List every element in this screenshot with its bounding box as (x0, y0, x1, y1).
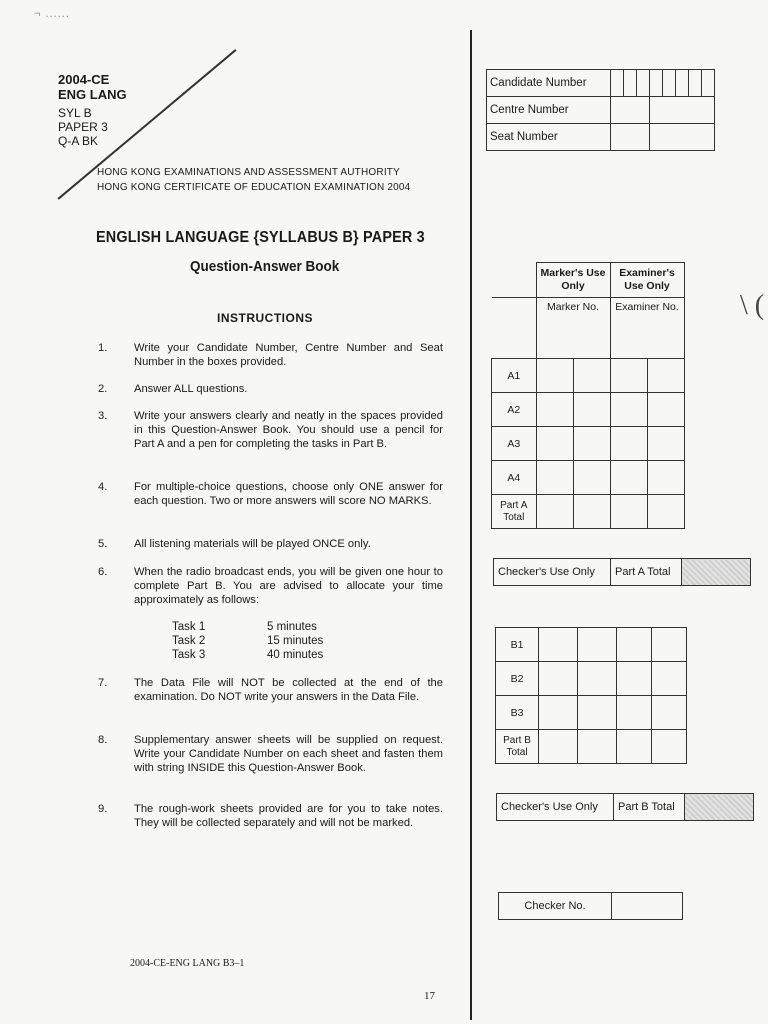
checker-part-a-score-cell[interactable] (682, 559, 751, 586)
seat-number-box[interactable] (650, 124, 715, 151)
instruction-number: 9. (98, 803, 108, 815)
examiner-mark-cell[interactable] (647, 495, 684, 529)
instruction-text: Supplementary answer sheets will be supplied on request. Write your Candidate Number on each sheet and fasten them with string INSIDE this Question-Answer Book. (134, 734, 443, 774)
task-row (172, 620, 317, 634)
marker-mark-cell[interactable] (573, 359, 610, 393)
marker-use-header: Marker's Use Only (536, 263, 610, 298)
instruction-item (98, 537, 443, 551)
task-time: 5 minutes (267, 621, 317, 633)
marker-mark-cell[interactable] (536, 461, 573, 495)
examiner-mark-cell[interactable] (647, 427, 684, 461)
marker-mark-cell[interactable] (539, 730, 578, 764)
row-label-b1: B1 (496, 628, 539, 662)
task-name: Task 3 (172, 649, 206, 661)
instruction-text: Write your Candidate Number, Centre Number and Seat Number in the boxes provided. (134, 342, 443, 368)
instruction-item (98, 382, 443, 396)
task-name: Task 1 (172, 621, 206, 633)
checker-part-b-table (496, 793, 754, 821)
instruction-number: 8. (98, 734, 108, 746)
examiner-mark-cell[interactable] (617, 628, 652, 662)
instruction-text: When the radio broadcast ends, you will be given one hour to complete Part B. You are advised to allocate your time approximately as follows: (134, 566, 443, 606)
seat-number-box[interactable] (611, 124, 650, 151)
marker-mark-cell[interactable] (573, 495, 610, 529)
centre-number-box[interactable] (650, 97, 715, 124)
instruction-text: The Data File will NOT be collected at the end of the examination. Do NOT write your answers in the Data File. (134, 677, 443, 703)
checker-use-label: Checker's Use Only (494, 559, 611, 586)
row-label-part-a-total: Part A Total (492, 495, 537, 529)
checker-part-a-table (493, 558, 751, 586)
candidate-digit-box[interactable] (624, 70, 637, 97)
candidate-number-label: Candidate Number (487, 70, 611, 97)
instruction-text: All listening materials will be played ONCE only. (134, 538, 371, 550)
marker-mark-cell[interactable] (578, 662, 617, 696)
row-label-a1: A1 (492, 359, 537, 393)
instruction-text: Answer ALL questions. (134, 383, 248, 395)
examiner-mark-cell[interactable] (652, 696, 687, 730)
task-time: 15 minutes (267, 635, 324, 647)
paper-code-line: 2004-CE (58, 72, 110, 87)
candidate-info-table (486, 69, 715, 151)
scan-mark: ¬ ...... (34, 8, 70, 20)
examiner-mark-cell[interactable] (610, 427, 647, 461)
marker-mark-cell[interactable] (536, 427, 573, 461)
checker-no-cell[interactable] (612, 893, 683, 920)
column-divider (470, 30, 472, 1020)
examiner-mark-cell[interactable] (652, 730, 687, 764)
row-label-a2: A2 (492, 393, 537, 427)
instruction-number: 4. (98, 481, 108, 493)
instruction-number: 7. (98, 677, 108, 689)
paper-code-block (58, 72, 127, 148)
examiner-no-label: Examiner No. (610, 298, 684, 359)
candidate-digit-box[interactable] (650, 70, 663, 97)
checker-no-label: Checker No. (499, 893, 612, 920)
instruction-item (98, 341, 443, 369)
marker-mark-cell[interactable] (573, 461, 610, 495)
examiner-mark-cell[interactable] (617, 696, 652, 730)
centre-number-box[interactable] (611, 97, 650, 124)
task-name: Task 2 (172, 635, 206, 647)
instruction-number: 5. (98, 538, 108, 550)
candidate-digit-box[interactable] (702, 70, 715, 97)
examiner-mark-cell[interactable] (610, 393, 647, 427)
row-label-b3: B3 (496, 696, 539, 730)
marker-mark-cell[interactable] (539, 628, 578, 662)
marker-mark-cell[interactable] (573, 393, 610, 427)
instruction-text: Write your answers clearly and neatly in the spaces provided in this Question-Answer Book. You should use a pencil for Part A and a pen for completing the tasks in Part B. (134, 410, 443, 450)
instruction-item (98, 565, 443, 607)
marker-mark-cell[interactable] (536, 359, 573, 393)
marker-mark-cell[interactable] (536, 495, 573, 529)
checker-number-table (498, 892, 683, 920)
instruction-number: 6. (98, 566, 108, 578)
paper-code-line: ENG LANG (58, 87, 127, 102)
authority-block (97, 165, 410, 195)
marker-mark-cell[interactable] (539, 696, 578, 730)
marker-mark-cell[interactable] (578, 696, 617, 730)
marker-mark-cell[interactable] (578, 628, 617, 662)
examiner-use-header: Examiner's Use Only (610, 263, 684, 298)
instruction-text: The rough-work sheets provided are for you to take notes. They will be collected separately and will not be marked. (134, 803, 443, 829)
exam-name: HONG KONG CERTIFICATE OF EDUCATION EXAMINATION 2004 (97, 182, 411, 193)
row-label-part-b-total: Part B Total (496, 730, 539, 764)
edge-mark: \ ( (740, 290, 765, 321)
row-label-a4: A4 (492, 461, 537, 495)
marker-mark-cell[interactable] (578, 730, 617, 764)
instruction-item (98, 733, 443, 775)
candidate-digit-box[interactable] (611, 70, 624, 97)
instruction-text: For multiple-choice questions, choose only ONE answer for each question. Two or more answers will score NO MARKS. (134, 481, 443, 507)
examiner-mark-cell[interactable] (610, 495, 647, 529)
instruction-number: 3. (98, 410, 108, 422)
row-label-a3: A3 (492, 427, 537, 461)
part-a-total-label: Part A Total (611, 559, 682, 586)
paper-sub-line: SYL B (58, 106, 92, 120)
authority-name: HONG KONG EXAMINATIONS AND ASSESSMENT AUTHORITY (97, 167, 400, 178)
instruction-item (98, 409, 443, 451)
marker-mark-cell[interactable] (536, 393, 573, 427)
candidate-digit-box[interactable] (663, 70, 676, 97)
instruction-item (98, 480, 443, 508)
marker-no-label: Marker No. (536, 298, 610, 359)
instructions-heading: INSTRUCTIONS (217, 311, 313, 325)
part-a-marking-table (491, 262, 685, 529)
examiner-mark-cell[interactable] (647, 393, 684, 427)
candidate-digit-box[interactable] (676, 70, 689, 97)
paper-sub-line: Q-A BK (58, 134, 99, 148)
task-time: 40 minutes (267, 649, 324, 661)
row-label-b2: B2 (496, 662, 539, 696)
candidate-digit-box[interactable] (689, 70, 702, 97)
task-row (172, 648, 323, 662)
page-title: ENGLISH LANGUAGE {SYLLABUS B} PAPER 3 (96, 229, 425, 246)
centre-number-label: Centre Number (487, 97, 611, 124)
examiner-mark-cell[interactable] (610, 461, 647, 495)
examiner-mark-cell[interactable] (652, 662, 687, 696)
instruction-number: 2. (98, 383, 108, 395)
examiner-mark-cell[interactable] (652, 628, 687, 662)
part-b-total-label: Part B Total (614, 794, 685, 821)
paper-sub-line: PAPER 3 (58, 120, 108, 134)
candidate-digit-box[interactable] (637, 70, 650, 97)
page-number: 17 (424, 990, 435, 1002)
marker-mark-cell[interactable] (539, 662, 578, 696)
instruction-number: 1. (98, 342, 108, 354)
checker-part-b-score-cell[interactable] (685, 794, 754, 821)
task-row (172, 634, 323, 648)
checker-use-label: Checker's Use Only (497, 794, 614, 821)
footer-code: 2004-CE-ENG LANG B3–1 (130, 958, 245, 969)
marker-mark-cell[interactable] (573, 427, 610, 461)
examiner-mark-cell[interactable] (617, 730, 652, 764)
examiner-mark-cell[interactable] (617, 662, 652, 696)
seat-number-label: Seat Number (487, 124, 611, 151)
part-b-marking-table (495, 627, 687, 764)
page-subtitle: Question-Answer Book (190, 258, 340, 275)
instruction-item (98, 676, 443, 704)
examiner-mark-cell[interactable] (610, 359, 647, 393)
examiner-mark-cell[interactable] (647, 461, 684, 495)
examiner-mark-cell[interactable] (647, 359, 684, 393)
instruction-item (98, 802, 443, 830)
